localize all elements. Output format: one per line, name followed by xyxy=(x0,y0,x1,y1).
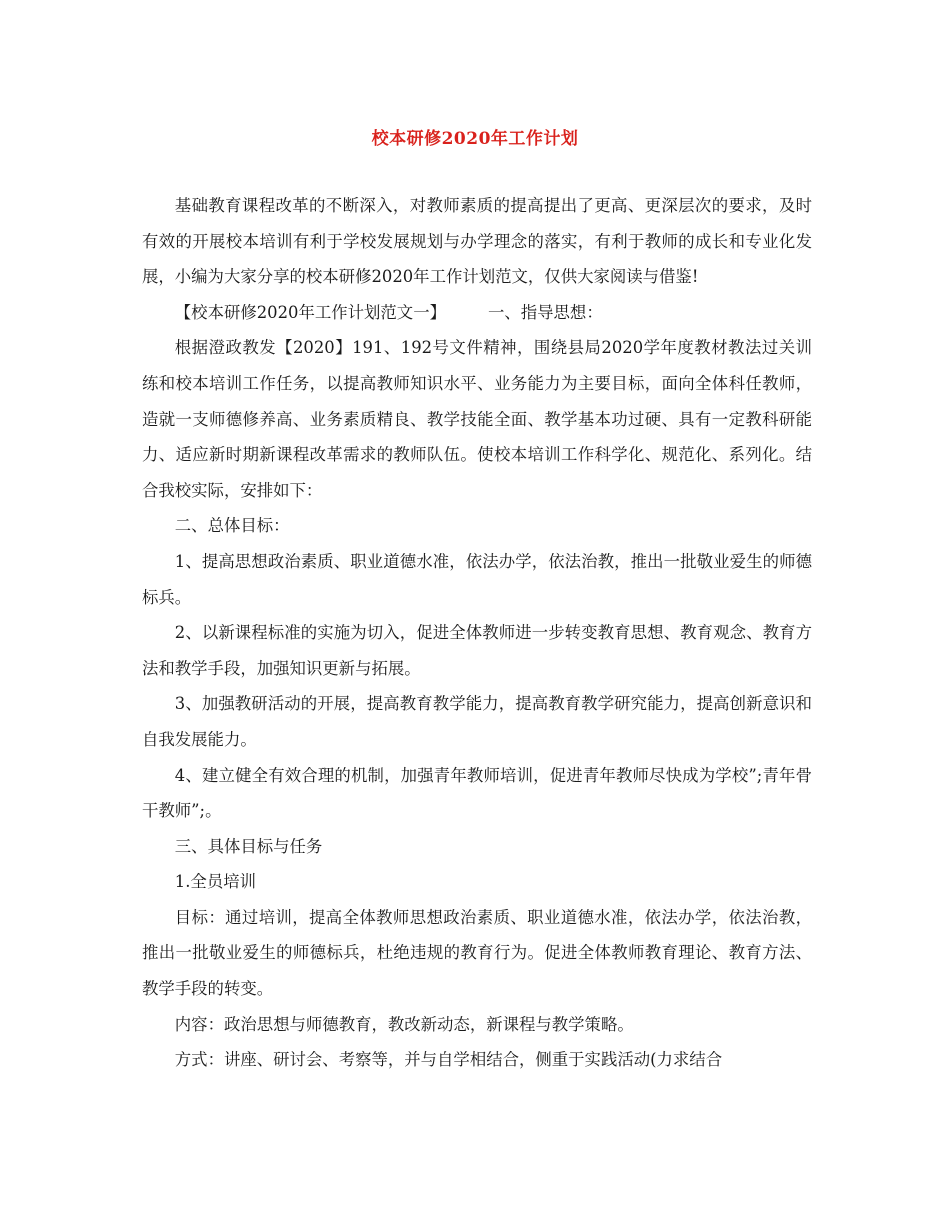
section-label: 【校本研修2020年工作计划范文一】 xyxy=(174,302,446,322)
section-label-paragraph xyxy=(142,295,812,331)
goal-item: 3、加强教研活动的开展，提高教育教学能力，提高教育教学研究能力，提高创新意识和自我发展能力。 xyxy=(142,694,812,749)
goal-item: 1、提高思想政治素质、职业道德水准，依法办学，依法治教，推出一批敬业爱生的师德标兵。 xyxy=(142,551,812,607)
section1-paragraph: 根据澄政教发【2020】191、192号文件精神，围绕县局2020学年度教材教法过关训练和校本培训工作任务，以提高教师知识水平、业务能力为主要目标，面向全体科任教师，造就一支师德修养高、业务素质精良、教学技能全面、教学基本功过硬、具有一定教科研能力、适应新时期新课程改革需求的教师队伍。使校本培训工作科学化、规范化、系列化。结合我校实际，安排如下： xyxy=(142,338,812,500)
section3-heading: 三、具体目标与任务 xyxy=(174,836,323,856)
item1-method: 方式：讲座、研讨会、考察等，并与自学相结合，侧重于实践活动(力求结合 xyxy=(174,1050,723,1070)
item1-goal: 目标：通过培训，提高全体教师思想政治素质、职业道德水准，依法办学，依法治教，推出一批敬业爱生的师德标兵，杜绝违规的教育行为。促进全体教师教育理论、教育方法、教学手段的转变。 xyxy=(142,907,812,999)
intro-paragraph: 基础教育课程改革的不断深入，对教师素质的提高提出了更高、更深层次的要求，及时有效的开展校本培训有利于学校发展规划与办学理念的落实，有利于教师的成长和专业化发展，小编为大家分享的校本研修2020年工作计划范文，仅供大家阅读与借鉴! xyxy=(142,196,812,287)
section2-heading: 二、总体目标： xyxy=(174,516,290,536)
item1-content: 内容：政治思想与师德教育，教改新动态，新课程与教学策略。 xyxy=(174,1014,634,1034)
document-body xyxy=(142,188,812,1078)
document-title: 校本研修2020年工作计划 xyxy=(371,129,579,149)
goal-item: 2、以新课程标准的实施为切入，促进全体教师进一步转变教育思想、教育观念、教育方法和教学手段，加强知识更新与拓展。 xyxy=(142,623,812,678)
section1-heading: 一、指导思想： xyxy=(487,302,603,322)
item1-heading: 1.全员培训 xyxy=(174,872,256,892)
goal-item: 4、建立健全有效合理的机制，加强青年教师培训，促进青年教师尽快成为学校”;青年骨干教师”;。 xyxy=(142,765,812,821)
